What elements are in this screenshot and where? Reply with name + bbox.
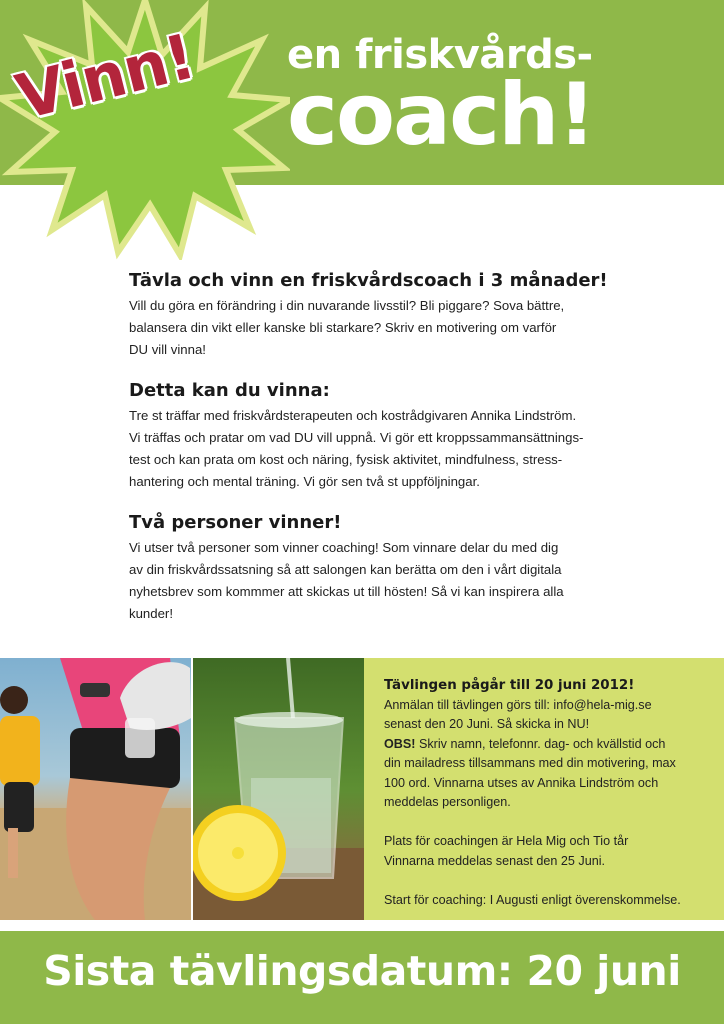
section-intro-line: Vill du göra en förändring i din nuvarande livsstil? Bli piggare? Sova bättre, bbox=[129, 298, 565, 313]
info-line: Plats för coachingen är Hela Mig och Tio tår bbox=[384, 834, 629, 848]
section-prize-line: Vi träffas och pratar om vad DU vill uppnå. Vi gör ett kroppssammansättnings- bbox=[129, 430, 584, 445]
section-intro-line: DU vill vinna! bbox=[129, 342, 206, 357]
info-line: din mailadress tillsammans med din motivering, max bbox=[384, 756, 676, 770]
title-line-2: coach! bbox=[287, 65, 595, 165]
runner-photo bbox=[0, 658, 191, 920]
info-title: Tävlingen pågår till 20 juni 2012! bbox=[384, 678, 635, 693]
info-line: Vinnarna meddelas senast den 25 Juni. bbox=[384, 853, 606, 868]
section-intro-line: balansera din vikt eller kanske bli starkare? Skriv en motivering om varför bbox=[129, 320, 557, 335]
info-line: 100 ord. Vinnarna utses av Annika Lindström och bbox=[384, 775, 659, 790]
info-obs-line bbox=[384, 735, 714, 755]
info-spacer bbox=[384, 813, 714, 833]
info-start-line: Start för coaching: I Augusti enligt överenskommelse. bbox=[384, 892, 681, 907]
photo-strip bbox=[0, 658, 364, 920]
footer-banner bbox=[0, 931, 724, 1024]
info-line: Anmälan till tävlingen görs till: info@hela-mig.se bbox=[384, 697, 652, 712]
section-winners-line: av din friskvårdssatsning så att salongen kan berätta om den i vårt digitala bbox=[129, 562, 562, 577]
footer-deadline-text: Sista tävlingsdatum: 20 juni bbox=[43, 947, 681, 995]
vinn-badge-text: Vinn! bbox=[9, 19, 202, 134]
section-winners-heading: Två personer vinner! bbox=[129, 512, 342, 533]
section-prize bbox=[129, 380, 619, 493]
section-winners-line: nyhetsbrev som kommmer att skickas ut till hösten! Så vi kan inspirera alla bbox=[129, 584, 564, 599]
title-line-1: en friskvårds- bbox=[287, 32, 593, 78]
section-prize-heading: Detta kan du vinna: bbox=[129, 380, 330, 401]
water-lemon-illustration bbox=[193, 658, 364, 920]
section-prize-line: test och kan prata om kost och näring, fysisk aktivitet, mindfulness, stress- bbox=[129, 452, 563, 467]
runner-illustration bbox=[0, 658, 191, 920]
info-box bbox=[364, 658, 724, 920]
section-prize-line: Tre st träffar med friskvårdsterapeuten och kostrådgivaren Annika Lindström. bbox=[129, 408, 577, 423]
info-line: meddelas personligen. bbox=[384, 795, 511, 809]
section-winners-line: Vi utser två personer som vinner coaching! Som vinnare delar du med dig bbox=[129, 540, 559, 555]
info-spacer bbox=[384, 871, 714, 891]
section-intro bbox=[129, 270, 619, 361]
obs-label: OBS! bbox=[384, 736, 416, 751]
water-lemon-photo bbox=[193, 658, 364, 920]
info-line: senast den 20 Juni. Så skicka in NU! bbox=[384, 717, 590, 731]
obs-text: Skriv namn, telefonnr. dag- och kvällstid och bbox=[415, 736, 666, 751]
section-winners bbox=[129, 512, 619, 625]
section-intro-heading: Tävla och vinn en friskvårdscoach i 3 månader! bbox=[129, 270, 608, 291]
section-winners-line: kunder! bbox=[129, 606, 173, 621]
info-content bbox=[384, 676, 714, 910]
section-prize-line: hantering och mental träning. Vi gör sen två st uppföljningar. bbox=[129, 474, 480, 489]
